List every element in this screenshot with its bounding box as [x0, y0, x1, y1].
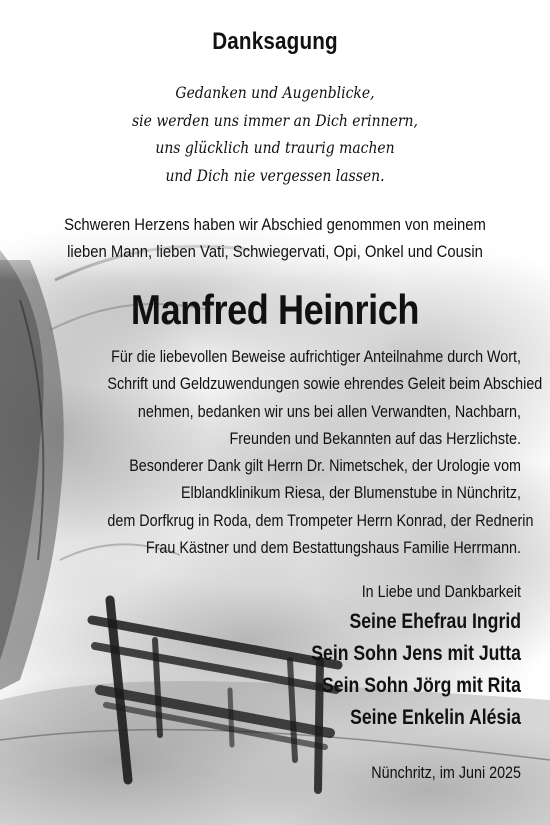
- family-member: Sein Sohn Jörg mit Rita: [322, 674, 521, 697]
- intro-line: Schweren Herzens haben wir Abschied genommen von meinem: [64, 216, 486, 234]
- signoff-intro: In Liebe und Dankbarkeit: [361, 583, 521, 601]
- family-member: Seine Ehefrau Ingrid: [349, 610, 521, 633]
- intro-paragraph: [0, 212, 550, 266]
- thanks-line: Schrift und Geldzuwendungen sowie ehrendes Geleit beim Abschied: [107, 375, 543, 394]
- thanks-line: Für die liebevollen Beweise aufrichtiger Anteilnahme durch Wort,: [111, 348, 521, 366]
- deceased-name: Manfred Heinrich: [130, 286, 420, 333]
- thanks-line: Elblandklinikum Riesa, der Blumenstube in Nünchritz,: [180, 484, 522, 503]
- family-member: Seine Enkelin Alésia: [350, 706, 521, 729]
- intro-line: lieben Mann, lieben Vati, Schwiegervati, Opi, Onkel und Cousin: [67, 243, 483, 261]
- notice-heading: Danksagung: [212, 28, 338, 55]
- family-member: Sein Sohn Jens mit Jutta: [311, 642, 521, 665]
- thanks-line: Frau Kästner und dem Bestattungshaus Familie Herrmann.: [145, 539, 521, 558]
- thanks-line: dem Dorfkrug in Roda, dem Trompeter Herrn Konrad, der Rednerin: [107, 511, 534, 530]
- place-and-date: Nünchritz, im Juni 2025: [371, 764, 521, 782]
- thanks-line: Besonderer Dank gilt Herrn Dr. Nimetschek, der Urologie vom: [129, 457, 521, 476]
- thanks-line: nehmen, bedanken wir uns bei allen Verwandten, Nachbarn,: [137, 402, 522, 421]
- thanks-line: Freunden und Bekannten auf das Herzlichste.: [229, 429, 521, 448]
- poem-line: sie werden uns immer an Dich erinnern,: [132, 111, 418, 130]
- poem-line: Gedanken und Augenblicke,: [175, 84, 375, 102]
- poem-line: und Dich nie vergessen lassen.: [165, 166, 385, 185]
- thanks-paragraph: [51, 344, 543, 562]
- signoff-block: [201, 578, 521, 734]
- poem-line: uns glücklich und traurig machen: [155, 139, 395, 157]
- memorial-poem: [0, 80, 550, 190]
